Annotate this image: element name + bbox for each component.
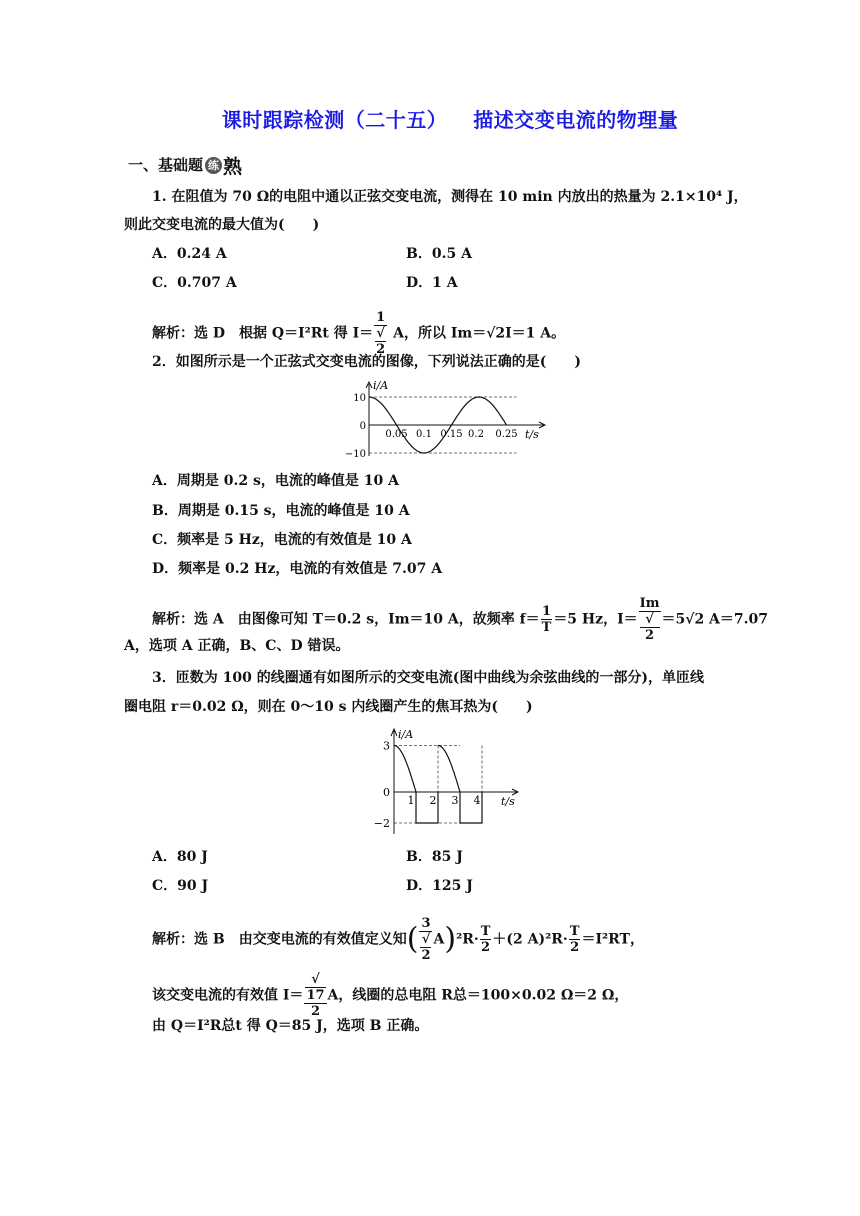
q1-option-a: A．0.24 A xyxy=(152,246,227,262)
q2-option-a: A．周期是 0.2 s，电流的峰值是 10 A xyxy=(152,473,399,489)
right-paren: ) xyxy=(444,921,457,957)
q1-solution xyxy=(152,310,565,357)
q3-solution-text-d: ＝I²RT， xyxy=(581,931,644,948)
y-axis-label: i/A xyxy=(373,379,389,392)
q3-frac-t1-den: 2 xyxy=(481,940,491,955)
q1-frac-den: 2 xyxy=(376,342,386,357)
q1-line1: 1. 在阻值为 70 Ω的电阻中通以正弦交变电流，测得在 10 min 内放出的热量为 2.1×10⁴ J， xyxy=(152,189,748,205)
q3-frac-peak-num: 3 xyxy=(421,916,431,931)
x-tick-label: 1 xyxy=(407,794,415,807)
q2-option-b: B．周期是 0.15 s，电流的峰值是 10 A xyxy=(152,503,410,519)
q2-solution-line2: A，选项 A 正确，B、C、D 错误。 xyxy=(124,638,350,654)
q3-graph-plot xyxy=(374,728,518,834)
x-tick-label: 0.2 xyxy=(468,429,484,440)
title-part1: 课时跟踪检测（二十五） xyxy=(221,108,448,132)
q3-solution-text-b: ²R· xyxy=(456,931,479,948)
q3-solution-line2-a: 该交变电流的有效值 I＝ xyxy=(152,987,304,1004)
practice-badge-icon: 练 xyxy=(205,157,222,174)
q2-solution-text-c: ＝5√2 A＝7.07 xyxy=(661,611,769,628)
x-tick-label: 4 xyxy=(473,794,481,807)
q3-solution-line3: 由 Q＝I²R总t 得 Q＝85 J，选项 B 正确。 xyxy=(152,1018,429,1034)
y-tick-label: 0 xyxy=(383,786,390,799)
sqrt-icon: √ xyxy=(645,612,654,627)
q2-option-c: C．频率是 5 Hz，电流的有效值是 10 A xyxy=(152,532,412,548)
q2-line1: 2．如图所示是一个正弦式交变电流的图像，下列说法正确的是( ) xyxy=(152,354,581,370)
title-part2: 描述交变电流的物理量 xyxy=(473,108,679,132)
q3-frac-t2-den: 2 xyxy=(570,940,580,955)
q3-frac-eff xyxy=(304,972,326,1019)
q1-solution-text-b: A，所以 Im＝√2I＝1 A。 xyxy=(388,325,566,342)
q1-option-d: D．1 A xyxy=(406,275,458,291)
q3-peak-unit: A xyxy=(433,931,445,948)
q3-line2: 圈电阻 r＝0.02 Ω，则在 0～10 s 内线圈产生的焦耳热为( ) xyxy=(124,699,533,715)
x-axis-label: t/s xyxy=(501,795,515,808)
q3-graph xyxy=(368,726,528,836)
q2-graph-plot xyxy=(345,379,545,460)
y-tick-label: 0 xyxy=(359,421,366,432)
q3-frac-t1 xyxy=(480,924,492,955)
y-tick-label: −2 xyxy=(373,817,390,830)
q3-frac-t2 xyxy=(569,924,581,955)
q1-solution-text-a: 解析：选 D 根据 Q＝I²Rt 得 I＝ xyxy=(152,325,374,342)
q2-solution-text-b: ＝5 Hz，I＝ xyxy=(553,611,638,628)
positive-pulse xyxy=(438,746,460,793)
q3-frac-eff-num: 17 xyxy=(306,988,325,1003)
q2-solution-text-a: 解析：选 A 由图像可知 T＝0.2 s，Im＝10 A，故频率 f＝ xyxy=(152,611,540,628)
section-label: 一、基础题 xyxy=(128,156,204,174)
x-axis-label: t/s xyxy=(525,428,539,441)
y-tick-label: 3 xyxy=(383,739,390,753)
q2-frac-f xyxy=(541,604,553,635)
sqrt-icon: √ xyxy=(376,326,385,341)
q3-solution-line2-b: A，线圈的总电阻 R总＝100×0.02 Ω＝2 Ω， xyxy=(327,987,629,1004)
q3-solution xyxy=(152,916,644,963)
x-tick-label: 0.05 xyxy=(385,429,408,440)
q2-frac-i-num: Im xyxy=(639,596,660,611)
q3-solution-line2 xyxy=(152,972,628,1019)
positive-pulse xyxy=(394,746,416,793)
q1-fraction xyxy=(374,310,387,357)
q2-graph xyxy=(345,378,555,462)
q1-frac-num: 1 xyxy=(376,310,386,325)
y-tick-label: −10 xyxy=(345,449,366,460)
q3-frac-peak-den: 2 xyxy=(421,948,431,963)
q3-solution-text-c: ＋(2 A)²R· xyxy=(492,931,568,948)
q2-frac-i-den: 2 xyxy=(640,627,660,643)
q3-option-c: C．90 J xyxy=(152,878,209,894)
x-tick-label: 2 xyxy=(429,794,437,807)
q3-line1: 3．匝数为 100 的线圈通有如图所示的交变电流(图中曲线为余弦曲线的一部分)，单匝线 xyxy=(152,670,704,686)
q1-option-c: C．0.707 A xyxy=(152,275,237,291)
q3-solution-text-a: 解析：选 B 由交变电流的有效值定义知 xyxy=(152,931,407,948)
q3-option-a: A．80 J xyxy=(152,849,208,865)
x-tick-label: 3 xyxy=(451,794,459,807)
section-big-char: 熟 xyxy=(223,156,243,178)
x-tick-label: 0.15 xyxy=(440,429,463,440)
sqrt-icon: √ xyxy=(311,972,320,987)
x-tick-label: 0.25 xyxy=(495,429,518,440)
x-tick-label: 0.1 xyxy=(416,429,432,440)
left-paren: ( xyxy=(406,921,419,957)
q2-frac-f-num: 1 xyxy=(541,604,551,619)
q3-frac-peak xyxy=(419,916,432,963)
q3-option-b: B．85 J xyxy=(406,849,463,865)
q1-line2: 则此交变电流的最大值为( ) xyxy=(124,217,320,233)
y-tick-label: 10 xyxy=(353,393,366,404)
sqrt-icon: √ xyxy=(421,932,431,947)
page-title xyxy=(0,104,860,133)
q3-frac-t1-num: T xyxy=(480,924,491,939)
q1-option-b: B．0.5 A xyxy=(406,246,472,262)
y-axis-label: i/A xyxy=(398,728,414,741)
q2-frac-i xyxy=(639,596,661,643)
q2-option-d: D．频率是 0.2 Hz，电流的有效值是 7.07 A xyxy=(152,561,443,577)
section-heading xyxy=(128,152,242,179)
q3-option-d: D．125 J xyxy=(406,878,473,894)
q3-frac-eff-den: 2 xyxy=(310,1004,320,1019)
q2-frac-f-den: T xyxy=(541,620,552,635)
q3-frac-t2-num: T xyxy=(569,924,580,939)
